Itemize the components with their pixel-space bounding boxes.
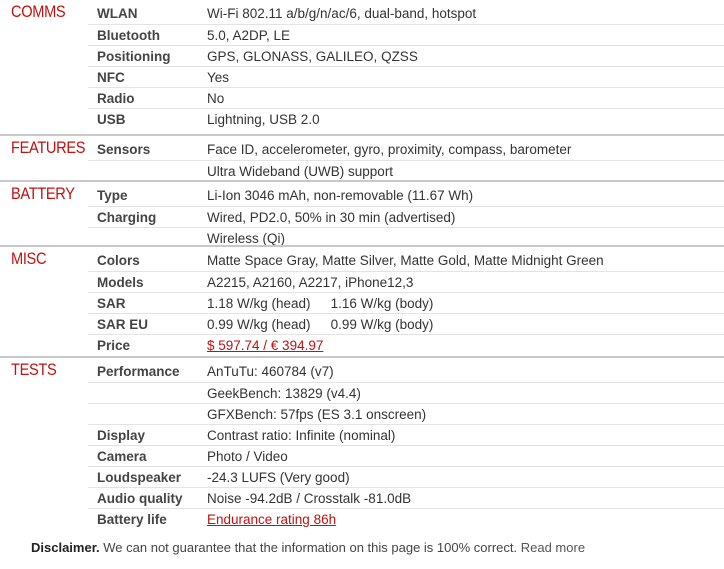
spec-section-comms <box>0 0 724 130</box>
spec-row <box>88 24 724 45</box>
spec-value-text: Lightning, USB 2.0 <box>207 112 320 127</box>
spec-title: Price <box>97 338 131 353</box>
spec-value-text: No <box>207 91 225 106</box>
spec-title: Sensors <box>97 142 151 157</box>
spec-value <box>207 275 413 290</box>
spec-row <box>88 3 724 24</box>
spec-row <box>88 403 724 424</box>
spec-value-text: Yes <box>207 70 230 85</box>
spec-value <box>207 449 288 464</box>
spec-value-secondary: 1.16 W/kg (body) <box>330 296 434 311</box>
spec-value-link[interactable]: $ 597.74 / € 394.97 <box>207 338 324 353</box>
spec-value <box>207 142 571 157</box>
disclaimer-body: We can not guarantee that the information on this page is 100% correct. <box>99 540 521 555</box>
spec-value-text: AnTuTu: 460784 (v7) <box>207 364 334 379</box>
disclaimer <box>0 530 724 569</box>
spec-value <box>207 407 426 422</box>
spec-title: SAR <box>97 296 126 311</box>
spec-value-text: -24.3 LUFS (Very good) <box>207 470 350 485</box>
disclaimer-label: Disclaimer. <box>31 540 100 555</box>
spec-value <box>207 231 285 246</box>
spec-section-features <box>0 134 724 180</box>
spec-value-text: Noise -94.2dB / Crosstalk -81.0dB <box>207 491 412 506</box>
spec-value <box>207 386 361 401</box>
spec-value-text: 5.0, A2DP, LE <box>207 28 291 43</box>
spec-row <box>88 139 724 160</box>
spec-title: Charging <box>97 210 157 225</box>
spec-row <box>88 292 724 313</box>
spec-value-text: Photo / Video <box>207 449 288 464</box>
spec-value-text: Wi-Fi 802.11 a/b/g/n/ac/6, dual-band, hotspot <box>207 6 477 21</box>
spec-value <box>207 188 473 203</box>
spec-value <box>207 91 224 106</box>
spec-value <box>207 491 411 506</box>
spec-title: Performance <box>97 364 180 379</box>
spec-value <box>207 364 334 379</box>
spec-value-text: Li-Ion 3046 mAh, non-removable (11.67 Wh) <box>207 188 474 203</box>
spec-title: Battery life <box>97 512 167 527</box>
category-label: FEATURES <box>11 138 86 157</box>
spec-row <box>88 271 724 292</box>
spec-row <box>88 160 724 181</box>
spec-value-text: Wired, PD2.0, 50% in 30 min (advertised) <box>207 210 456 225</box>
spec-row <box>88 508 724 529</box>
spec-row <box>88 466 724 487</box>
spec-value <box>207 253 604 268</box>
spec-title: Display <box>97 428 146 443</box>
spec-row <box>88 382 724 403</box>
spec-value-text: A2215, A2160, A2217, iPhone12,3 <box>207 275 414 290</box>
spec-section-battery <box>0 180 724 247</box>
spec-value <box>207 428 395 443</box>
spec-row <box>88 66 724 87</box>
spec-section-misc <box>0 245 724 354</box>
spec-value <box>207 210 455 225</box>
spec-value <box>207 112 320 127</box>
spec-value-text: Contrast ratio: Infinite (nominal) <box>207 428 396 443</box>
spec-row <box>88 250 724 271</box>
spec-value-text: Matte Space Gray, Matte Silver, Matte Gold, Matte Midnight Green <box>207 253 604 268</box>
spec-value-text: GFXBench: 57fps (ES 3.1 onscreen) <box>207 407 427 422</box>
spec-title: Type <box>97 188 128 203</box>
spec-value-text: Wireless (Qi) <box>207 231 285 246</box>
spec-value-text: 0.99 W/kg (head) <box>207 317 311 332</box>
spec-value-link[interactable]: Endurance rating 86h <box>207 512 337 527</box>
spec-value-text: Ultra Wideband (UWB) support <box>207 164 394 179</box>
spec-value-text: GeekBench: 13829 (v4.4) <box>207 386 361 401</box>
spec-row <box>88 45 724 66</box>
spec-title: Colors <box>97 253 140 268</box>
spec-value <box>207 70 229 85</box>
spec-value-text: 1.18 W/kg (head) <box>207 296 311 311</box>
spec-value <box>207 470 350 485</box>
spec-row <box>88 313 724 334</box>
spec-title: Positioning <box>97 49 171 64</box>
spec-title: Bluetooth <box>97 28 160 43</box>
spec-row <box>88 108 724 129</box>
spec-row <box>88 487 724 508</box>
spec-row <box>88 87 724 108</box>
spec-title: USB <box>97 112 126 127</box>
spec-title: Camera <box>97 449 147 464</box>
spec-title: Radio <box>97 91 135 106</box>
spec-row <box>88 185 724 206</box>
spec-value <box>207 296 433 311</box>
spec-row <box>88 334 724 355</box>
spec-row <box>88 445 724 466</box>
category-label: TESTS <box>11 360 57 379</box>
spec-title: Loudspeaker <box>97 470 182 485</box>
spec-value <box>207 317 433 332</box>
spec-value <box>207 338 323 353</box>
spec-value-text: GPS, GLONASS, GALILEO, QZSS <box>207 49 418 64</box>
spec-value <box>207 28 290 43</box>
spec-row <box>88 424 724 445</box>
spec-value <box>207 164 393 179</box>
category-label: BATTERY <box>11 184 75 203</box>
spec-row <box>88 206 724 227</box>
spec-title: SAR EU <box>97 317 149 332</box>
category-label: MISC <box>11 249 47 268</box>
read-more-link[interactable]: Read more <box>520 540 586 555</box>
spec-value <box>207 6 476 21</box>
spec-section-tests <box>0 356 724 528</box>
spec-value-text: Face ID, accelerometer, gyro, proximity, compass, barometer <box>207 142 572 157</box>
spec-value-secondary: 0.99 W/kg (body) <box>330 317 434 332</box>
spec-title: NFC <box>97 70 125 85</box>
spec-title: Models <box>97 275 144 290</box>
spec-row <box>88 361 724 382</box>
spec-title: WLAN <box>97 6 138 21</box>
disclaimer-text <box>31 540 585 555</box>
spec-value <box>207 512 336 527</box>
category-label: COMMS <box>11 2 66 21</box>
spec-value <box>207 49 418 64</box>
spec-title: Audio quality <box>97 491 183 506</box>
